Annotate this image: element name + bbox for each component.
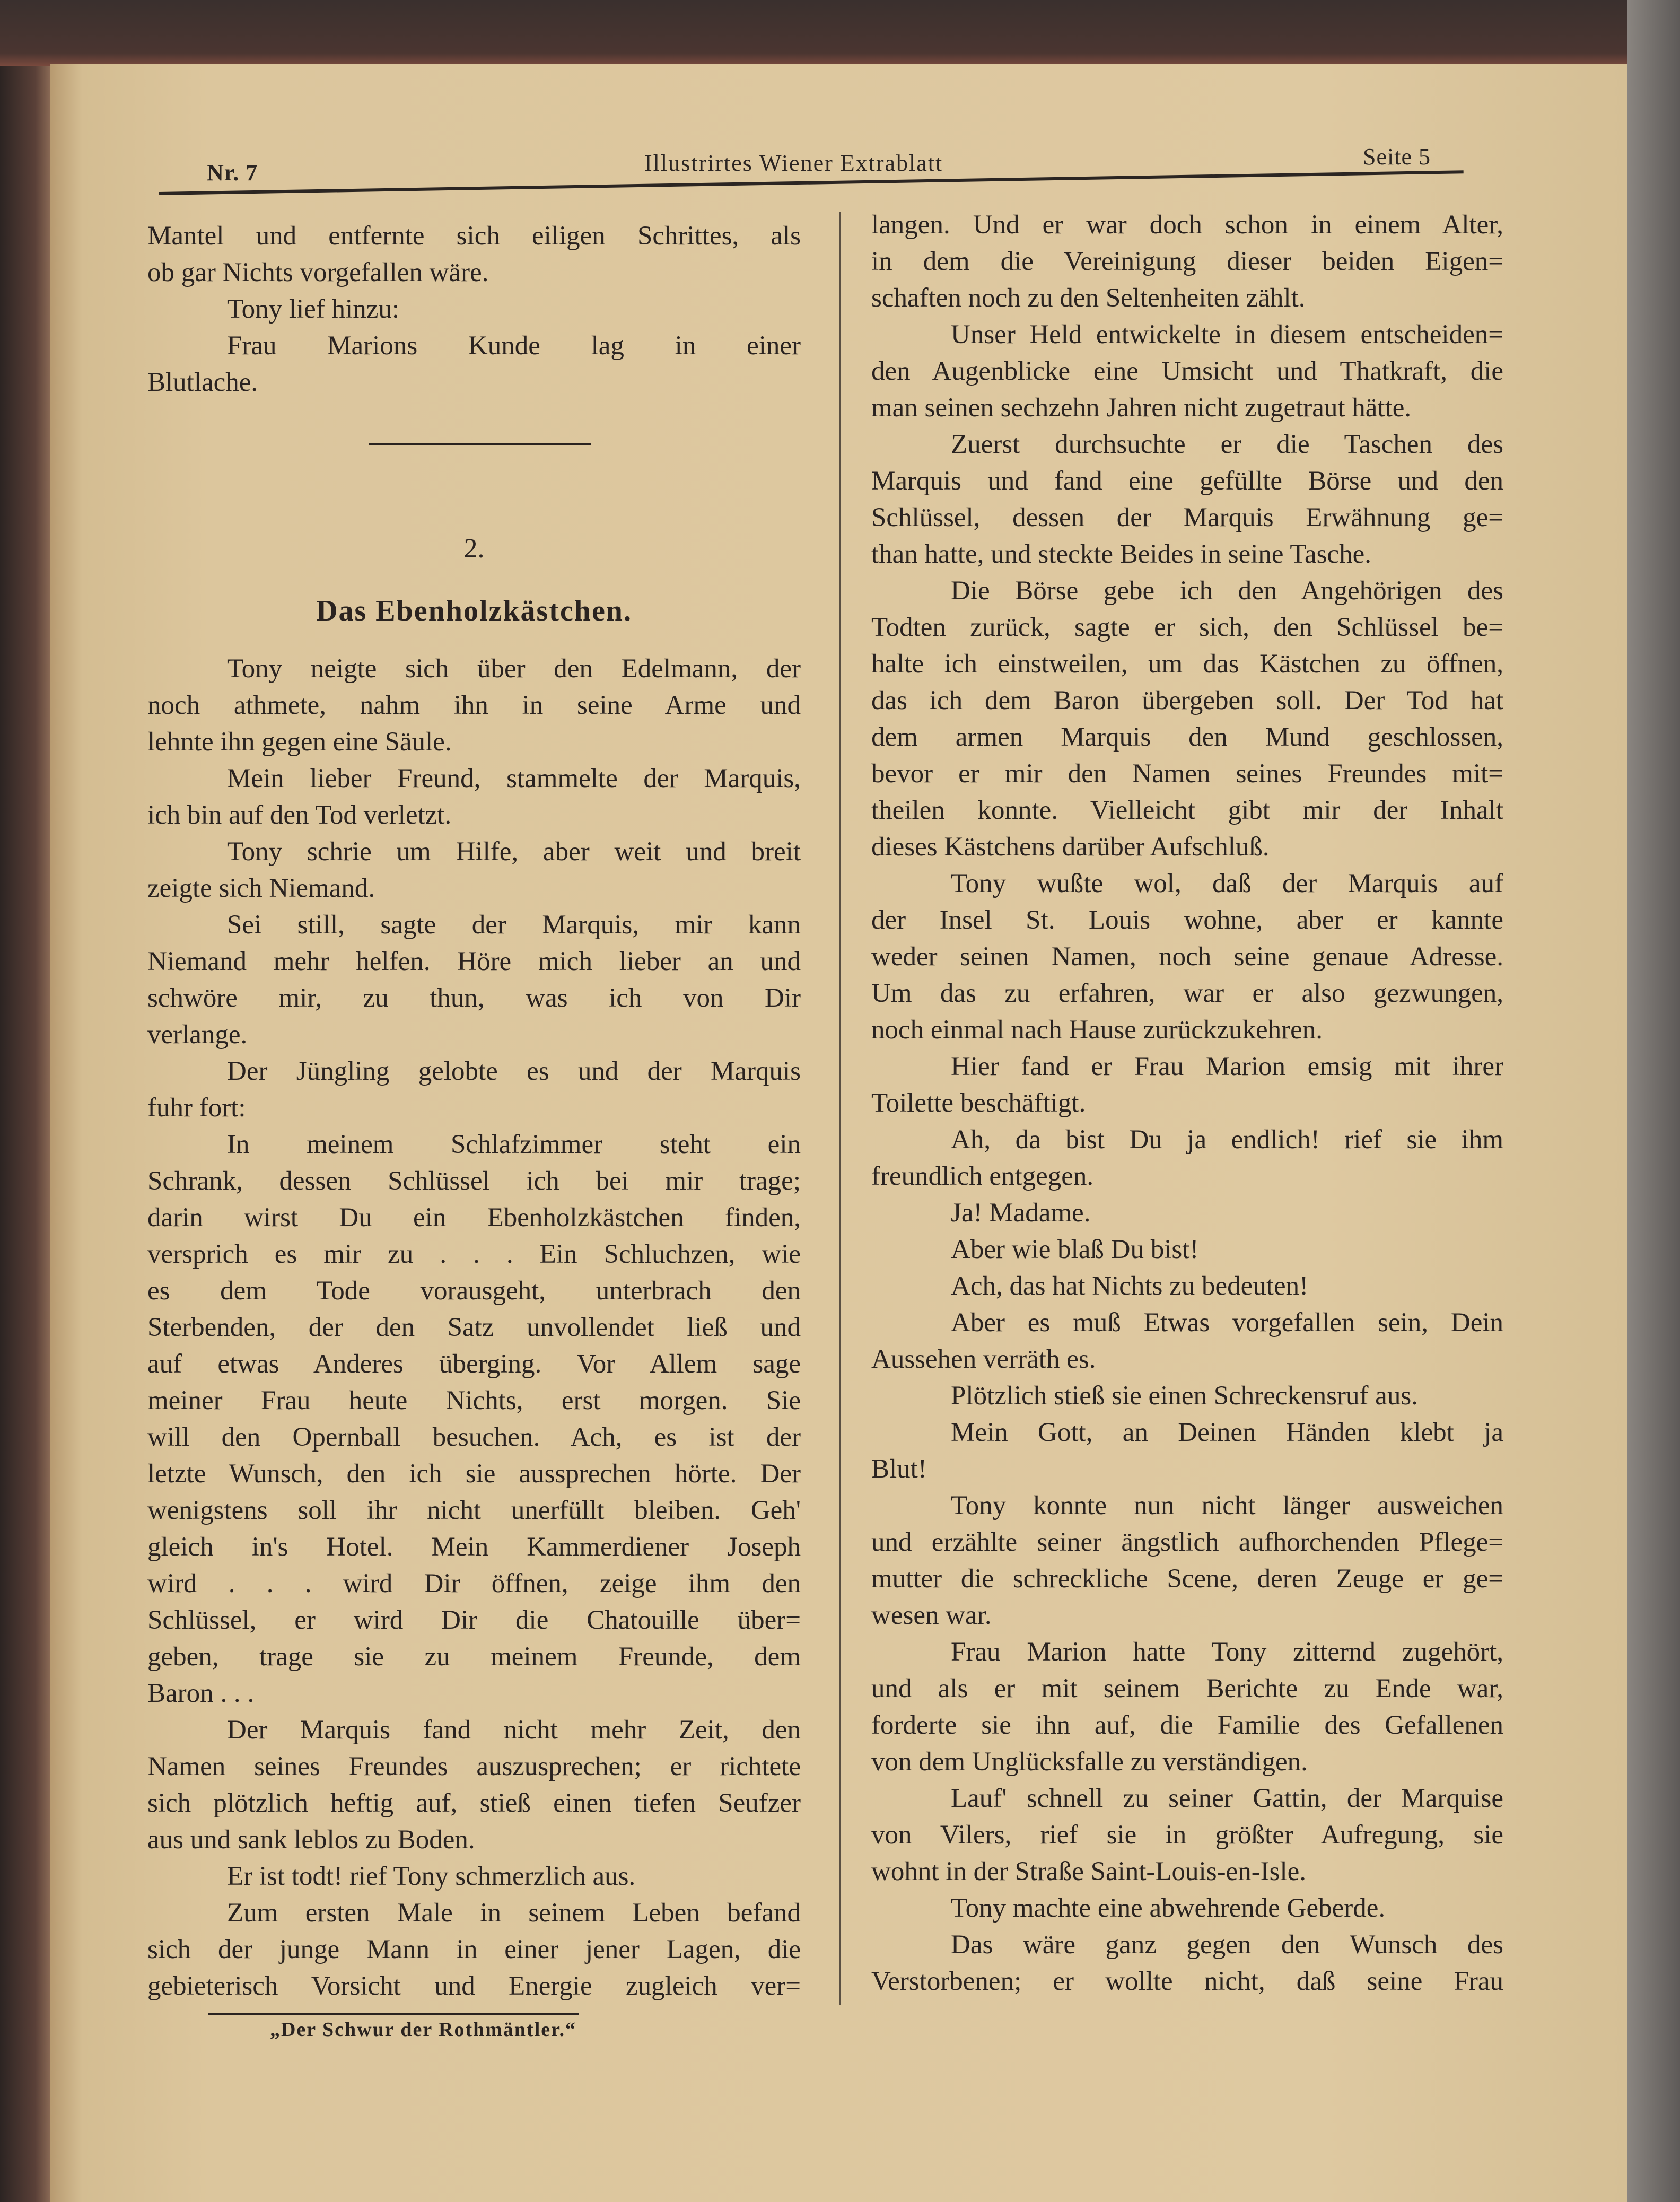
paragraph <box>871 1414 1503 1488</box>
text-line: ich bin auf den Tod verletzt. <box>147 800 452 830</box>
text-line: aus und sank leblos zu Boden. <box>147 1825 475 1855</box>
text-line: in dem die Vereinigung dieser beiden Eigen= <box>871 247 1503 276</box>
text-line: Lauf' schnell zu seiner Gattin, der Marquise <box>951 1784 1503 1813</box>
paragraph <box>147 651 801 761</box>
column-divider <box>839 212 841 2005</box>
text-line: wird . . . wird Dir öffnen, zeige ihm den <box>147 1569 801 1598</box>
paragraph <box>147 1126 801 1712</box>
text-line: zeigte sich Niemand. <box>147 873 375 903</box>
paragraph <box>871 207 1503 317</box>
right-column <box>871 207 1503 2000</box>
paragraph <box>871 1231 1503 1268</box>
text-line: forderte sie ihn auf, die Familie des Gefallenen <box>871 1710 1503 1740</box>
paragraph <box>871 317 1503 426</box>
text-line: Der Marquis fand nicht mehr Zeit, den <box>227 1715 801 1745</box>
text-line: wenigstens soll ihr nicht unerfüllt bleiben. Geh' <box>147 1496 801 1525</box>
text-line: Tony konnte nun nicht länger ausweichen <box>951 1491 1503 1521</box>
text-line: Sei still, sagte der Marquis, mir kann <box>227 910 801 940</box>
text-line: bevor er mir den Namen seines Freundes mit= <box>871 759 1503 789</box>
paragraph <box>871 1048 1503 1122</box>
section-title: Das Ebenholzkästchen. <box>316 595 632 627</box>
left-column-top <box>147 218 801 401</box>
text-line: schwöre mir, zu thun, was ich von Dir <box>147 983 801 1013</box>
text-line: geben, trage sie zu meinem Freunde, dem <box>147 1642 801 1672</box>
text-line: schaften noch zu den Seltenheiten zählt. <box>871 283 1306 313</box>
text-line: Plötzlich stieß sie einen Schreckensruf aus. <box>951 1381 1418 1411</box>
page-right-edge <box>1627 0 1680 2202</box>
paragraph <box>147 291 801 328</box>
paragraph <box>147 761 801 834</box>
text-line: Tony neigte sich über den Edelmann, der <box>227 654 801 684</box>
text-line: Ja! Madame. <box>951 1198 1091 1228</box>
text-line: auf etwas Anderes überging. Vor Allem sage <box>147 1349 801 1379</box>
issue-number: Nr. 7 <box>207 160 258 186</box>
text-line: gleich in's Hotel. Mein Kammerdiener Joseph <box>147 1532 801 1562</box>
paragraph <box>147 1895 801 2005</box>
paragraph <box>147 907 801 1053</box>
text-line: Sterbenden, der den Satz unvollendet ließ und <box>147 1313 801 1342</box>
text-line: Namen seines Freundes auszusprechen; er richtete <box>147 1752 801 1781</box>
text-line: Verstorbenen; er wollte nicht, daß seine Frau <box>871 1967 1503 1996</box>
text-line: Schlüssel, dessen der Marquis Erwähnung ge= <box>871 503 1503 532</box>
text-line: dieses Kästchens darüber Aufschluß. <box>871 832 1270 862</box>
paragraph <box>871 573 1503 866</box>
text-line: than hatte, und steckte Beides in seine Tasche. <box>871 539 1371 569</box>
text-line: Unser Held entwickelte in diesem entscheiden= <box>951 320 1503 349</box>
text-line: Toilette beschäftigt. <box>871 1088 1086 1118</box>
text-line: von dem Unglücksfalle zu verständigen. <box>871 1747 1308 1777</box>
text-line: Um das zu erfahren, war er also gezwungen, <box>871 978 1503 1008</box>
paragraph <box>871 1634 1503 1780</box>
text-line: ob gar Nichts vorgefallen wäre. <box>147 258 489 287</box>
paragraph <box>871 1378 1503 1414</box>
paragraph <box>147 1712 801 1858</box>
text-line: In meinem Schlafzimmer steht ein <box>227 1130 801 1159</box>
text-line: fuhr fort: <box>147 1093 246 1123</box>
text-line: noch einmal nach Hause zurückzukehren. <box>871 1015 1323 1045</box>
text-line: mutter die schreckliche Scene, deren Zeuge er ge= <box>871 1564 1503 1594</box>
text-line: der Insel St. Louis wohne, aber er kannte <box>871 905 1503 935</box>
text-line: halte ich einstweilen, um das Kästchen zu öffnen, <box>871 649 1503 679</box>
paragraph <box>147 328 801 401</box>
text-line: lehnte ihn gegen eine Säule. <box>147 727 452 757</box>
text-line: Zuerst durchsuchte er die Taschen des <box>951 430 1503 459</box>
page-top-edge <box>0 0 1680 66</box>
text-line: Todten zurück, sagte er sich, den Schlüssel be= <box>871 613 1503 642</box>
text-line: man seinen sechzehn Jahren nicht zugetraut hätte. <box>871 393 1412 423</box>
text-line: Aussehen verräth es. <box>871 1344 1096 1374</box>
left-column-main <box>147 651 801 2005</box>
section-rule <box>369 443 591 445</box>
paragraph <box>147 1053 801 1126</box>
text-line: Tony schrie um Hilfe, aber weit und breit <box>227 837 801 867</box>
text-line: Tony lief hinzu: <box>227 294 400 324</box>
book-spine <box>0 0 50 2202</box>
text-line: Mein Gott, an Deinen Händen klebt ja <box>951 1418 1503 1447</box>
text-line: sich plötzlich heftig auf, stieß einen tiefen Seufzer <box>147 1788 801 1818</box>
text-line: den Augenblicke eine Umsicht und Thatkraft, die <box>871 356 1503 386</box>
text-line: Blutlache. <box>147 368 258 397</box>
text-line: Er ist todt! rief Tony schmerzlich aus. <box>227 1862 636 1891</box>
text-line: theilen konnte. Vielleicht gibt mir der Inhalt <box>871 796 1503 825</box>
text-line: Aber wie blaß Du bist! <box>951 1235 1199 1264</box>
text-line: wesen war. <box>871 1601 992 1630</box>
paragraph <box>871 426 1503 573</box>
paragraph <box>147 834 801 907</box>
text-line: und erzählte seiner ängstlich aufhorchenden Pflege= <box>871 1527 1503 1557</box>
text-line: meiner Frau heute Nichts, erst morgen. Sie <box>147 1386 801 1415</box>
paragraph <box>871 1195 1503 1231</box>
footnote-rule <box>208 2013 579 2015</box>
text-line: Das wäre ganz gegen den Wunsch des <box>951 1930 1503 1960</box>
text-line: Zum ersten Male in seinem Leben befand <box>227 1898 801 1928</box>
text-line: gebieterisch Vorsicht und Energie zugleich ver= <box>147 1971 801 2001</box>
paragraph <box>147 1858 801 1895</box>
paragraph <box>871 1268 1503 1305</box>
text-line: Frau Marion hatte Tony zitternd zugehört, <box>951 1637 1503 1667</box>
text-line: freundlich entgegen. <box>871 1161 1094 1191</box>
newspaper-title: Illustrirtes Wiener Extrablatt <box>644 150 943 176</box>
paragraph <box>871 1305 1503 1378</box>
text-line: Tony wußte wol, daß der Marquis auf <box>951 869 1503 898</box>
text-line: versprich es mir zu . . . Ein Schluchzen, wie <box>147 1239 801 1269</box>
text-line: es dem Tode vorausgeht, unterbrach den <box>147 1276 801 1306</box>
paragraph <box>871 1122 1503 1195</box>
text-line: Die Börse gebe ich den Angehörigen des <box>951 576 1503 606</box>
paragraph <box>147 218 801 291</box>
paragraph <box>871 1890 1503 1927</box>
text-line: will den Opernball besuchen. Ach, es ist der <box>147 1422 801 1452</box>
text-line: Schrank, dessen Schlüssel ich bei mir trage; <box>147 1166 801 1196</box>
text-line: darin wirst Du ein Ebenholzkästchen finden, <box>147 1203 801 1233</box>
text-line: von Vilers, rief sie in größter Aufregung, sie <box>871 1820 1503 1850</box>
text-line: verlange. <box>147 1020 248 1050</box>
text-line: langen. Und er war doch schon in einem Alter, <box>871 210 1503 240</box>
text-line: letzte Wunsch, den ich sie aussprechen hörte. Der <box>147 1459 801 1489</box>
page-number: Seite 5 <box>1363 144 1431 170</box>
section-number: 2. <box>463 534 485 564</box>
text-line: Tony machte eine abwehrende Geberde. <box>951 1893 1386 1923</box>
paragraph <box>871 1780 1503 1890</box>
text-line: Der Jüngling gelobte es und der Marquis <box>227 1056 801 1086</box>
text-line: und als er mit seinem Berichte zu Ende war, <box>871 1674 1503 1703</box>
text-line: Aber es muß Etwas vorgefallen sein, Dein <box>951 1308 1503 1338</box>
text-line: Schlüssel, er wird Dir die Chatouille über= <box>147 1605 801 1635</box>
text-line: Frau Marions Kunde lag in einer <box>227 331 801 361</box>
text-line: noch athmete, nahm ihn in seine Arme und <box>147 691 801 720</box>
paragraph <box>871 1927 1503 2000</box>
text-line: Mein lieber Freund, stammelte der Marquis, <box>227 764 801 793</box>
text-line: wohnt in der Straße Saint-Louis-en-Isle. <box>871 1857 1307 1886</box>
text-line: das ich dem Baron übergeben soll. Der Tod hat <box>871 686 1503 715</box>
text-line: Mantel und entfernte sich eiligen Schrittes, als <box>147 221 801 251</box>
text-line: Hier fand er Frau Marion emsig mit ihrer <box>951 1052 1503 1081</box>
paragraph <box>871 1488 1503 1634</box>
text-line: Niemand mehr helfen. Höre mich lieber an und <box>147 947 801 976</box>
text-line: Ach, das hat Nichts zu bedeuten! <box>951 1271 1309 1301</box>
text-line: Marquis und fand eine gefüllte Börse und den <box>871 466 1503 496</box>
text-line: Ah, da bist Du ja endlich! rief sie ihm <box>951 1125 1503 1155</box>
text-line: sich der junge Mann in einer jener Lagen, die <box>147 1935 801 1964</box>
footnote: „Der Schwur der Rothmäntler.“ <box>269 2018 577 2041</box>
text-line: Blut! <box>871 1454 927 1484</box>
text-line: weder seinen Namen, noch seine genaue Adresse. <box>871 942 1503 972</box>
text-line: dem armen Marquis den Mund geschlossen, <box>871 722 1503 752</box>
paragraph <box>871 866 1503 1048</box>
text-line: Baron . . . <box>147 1679 255 1708</box>
